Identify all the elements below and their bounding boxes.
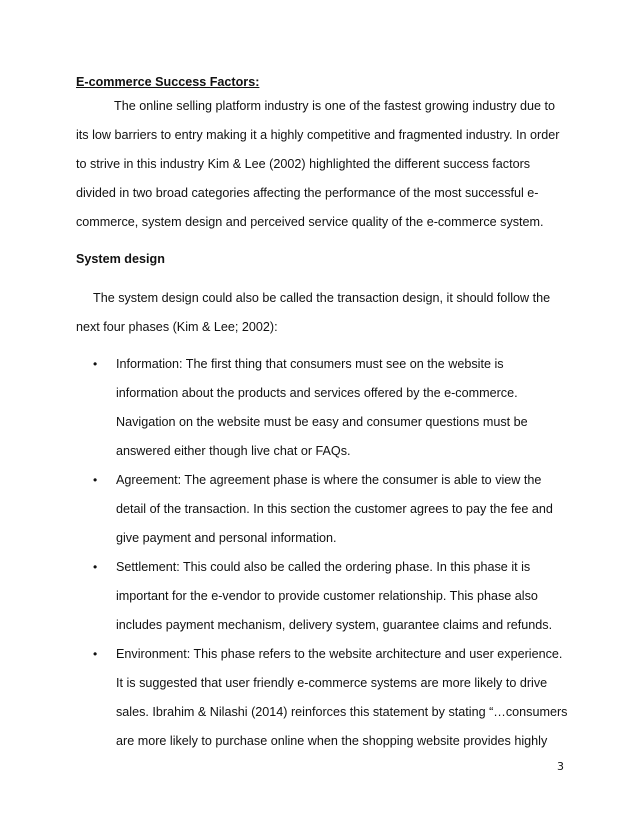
bullet-marker: •: [93, 647, 98, 661]
paragraph-line: next four phases (Kim & Lee; 2002):: [76, 320, 278, 334]
paragraph-line: The online selling platform industry is one of the fastest growing industry due to: [114, 99, 556, 113]
bullet-line: It is suggested that user friendly e-commerce systems are more likely to drive: [116, 676, 548, 690]
section-heading-system-design: System design: [76, 252, 165, 266]
bullet-line: sales. Ibrahim & Nilashi (2014) reinforces this statement by stating “…consumers: [116, 705, 568, 719]
bullet-line: information about the products and services offered by the e-commerce.: [116, 386, 518, 400]
section-heading-success-factors: E-commerce Success Factors:: [76, 75, 260, 89]
bullet-line: Navigation on the website must be easy and consumer questions must be: [116, 415, 528, 429]
bullet-line: are more likely to purchase online when the shopping website provides highly: [116, 734, 548, 748]
bullet-line: Information: The first thing that consumers must see on the website is: [116, 357, 504, 371]
bullet-line: give payment and personal information.: [116, 531, 337, 545]
paragraph-line: divided in two broad categories affecting the performance of the most successful e-: [76, 186, 539, 200]
bullet-line: includes payment mechanism, delivery system, guarantee claims and refunds.: [116, 618, 553, 632]
bullet-line: detail of the transaction. In this section the customer agrees to pay the fee and: [116, 502, 553, 516]
paragraph-line: The system design could also be called the transaction design, it should follow the: [93, 291, 551, 305]
page-number: 3: [557, 760, 564, 773]
paragraph-line: to strive in this industry Kim & Lee (2002) highlighted the different success factors: [76, 157, 531, 171]
paragraph-line: its low barriers to entry making it a highly competitive and fragmented industry. In order: [76, 128, 560, 142]
bullet-marker: •: [93, 473, 98, 487]
bullet-line: answered either though live chat or FAQs.: [116, 444, 351, 458]
bullet-marker: •: [93, 357, 98, 371]
bullet-line: Agreement: The agreement phase is where the consumer is able to view the: [116, 473, 542, 487]
paragraph-line: commerce, system design and perceived service quality of the e-commerce system.: [76, 215, 544, 229]
bullet-marker: •: [93, 560, 98, 574]
bullet-line: Environment: This phase refers to the website architecture and user experience.: [116, 647, 563, 661]
bullet-line: Settlement: This could also be called the ordering phase. In this phase it is: [116, 560, 531, 574]
bullet-line: important for the e-vendor to provide customer relationship. This phase also: [116, 589, 538, 603]
